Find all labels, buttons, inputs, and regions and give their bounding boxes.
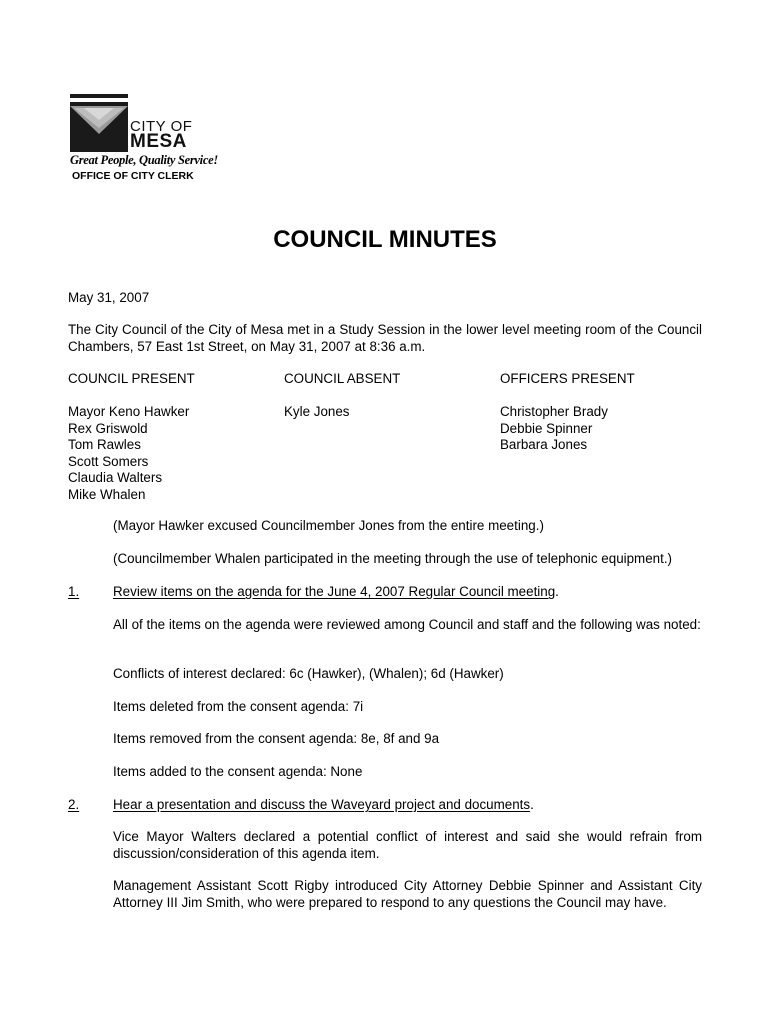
council-present-list [68,404,189,503]
item-paragraph: Items added to the consent agenda: None [113,764,363,779]
item-title: Review items on the agenda for the June 4, 2007 Regular Council meeting. [113,584,559,599]
item-number: 2. [68,797,80,812]
list-item: Rex Griswold [68,420,148,436]
list-item: Debbie Spinner [500,420,593,436]
item-paragraph: Items removed from the consent agenda: 8e, 8f and 9a [113,731,440,746]
officers-present-heading: OFFICERS PRESENT [500,371,635,386]
logo-city-of: CITY OF [130,118,193,135]
item-number: 1. [68,584,80,599]
council-absent-list [284,404,350,421]
list-item: Claudia Walters [68,470,163,485]
meeting-date: May 31, 2007 [68,290,150,305]
list-item: Tom Rawles [68,437,141,452]
note-excused: (Mayor Hawker excused Councilmember Jones from the entire meeting.) [113,518,544,533]
item-paragraph: Management Assistant Scott Rigby introduced City Attorney Debbie Spinner and Assistant City Attorney III Jim Smith, who were prepared to respond to any questions the Council may have. [113,878,702,910]
page-title: COUNCIL MINUTES [273,226,497,253]
council-absent-heading: COUNCIL ABSENT [284,371,401,386]
list-item: Mike Whalen [68,486,146,502]
note-telephonic: (Councilmember Whalen participated in the meeting through the use of telephonic equipment.) [113,551,673,566]
list-item: Barbara Jones [500,437,588,452]
council-present-heading: COUNCIL PRESENT [68,371,195,386]
list-item: Christopher Brady [500,404,608,419]
item-title-text: Review items on the agenda for the June 4, 2007 Regular Council meeting [113,584,556,599]
item-paragraph: Items deleted from the consent agenda: 7i [113,699,364,714]
intro-paragraph: The City Council of the City of Mesa met in a Study Session in the lower level meeting room of the Council Chambers, 57 East 1st Street, on May 31, 2007 at 8:36 a.m. [68,322,702,354]
item-paragraph: Conflicts of interest declared: 6c (Hawker), (Whalen); 6d (Hawker) [113,666,504,681]
item-paragraph: Vice Mayor Walters declared a potential conflict of interest and said she would refrain from discussion/consideration of this agenda item. [113,829,702,861]
item-title: Hear a presentation and discuss the Waveyard project and documents. [113,797,534,812]
list-item: Kyle Jones [284,404,350,419]
item-paragraph: All of the items on the agenda were reviewed among Council and staff and the following was noted: [113,617,701,632]
list-item: Mayor Keno Hawker [68,404,190,419]
logo-tagline: Great People, Quality Service! [70,153,218,167]
item-title-text: Hear a presentation and discuss the Waveyard project and documents [113,797,531,812]
office-label: OFFICE OF CITY CLERK [72,170,194,182]
officers-present-list [500,404,608,454]
mesa-logo-icon [70,94,128,152]
list-item: Scott Somers [68,453,149,469]
logo-mesa: MESA [130,131,187,152]
city-logo [70,94,218,184]
